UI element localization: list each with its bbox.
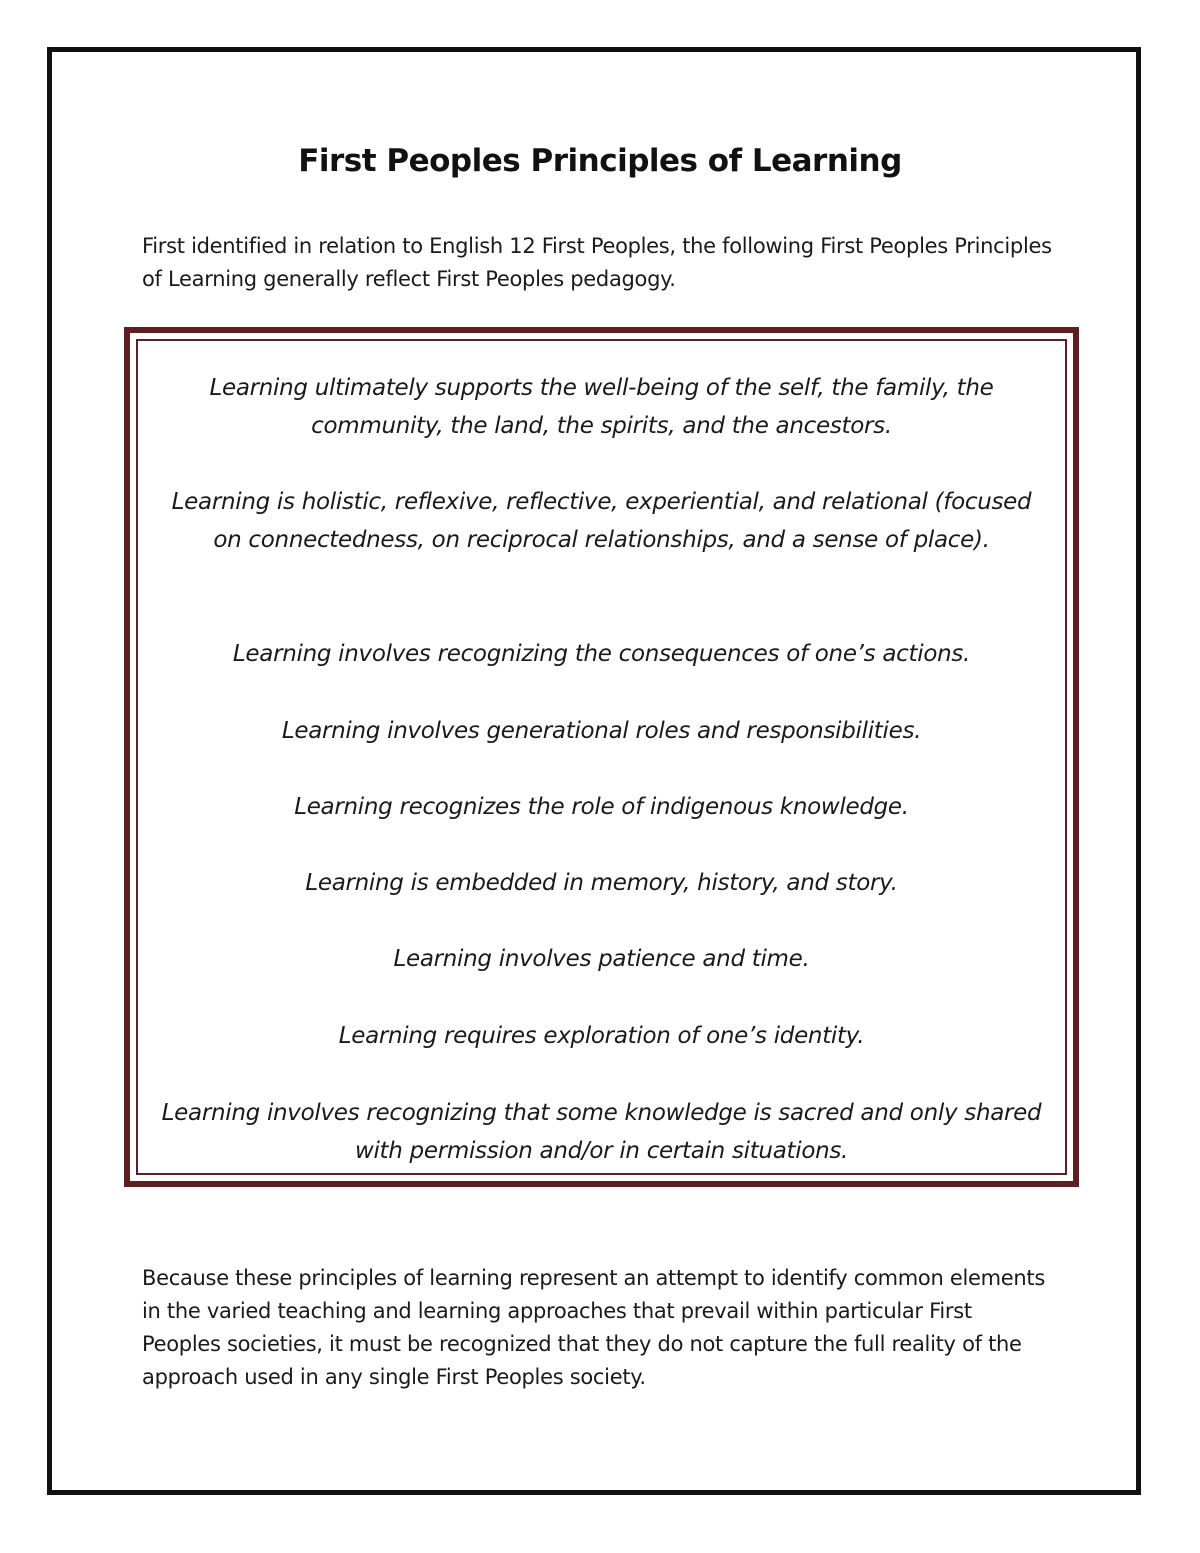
principle-item: Learning requires exploration of one’s identity. — [338, 1023, 865, 1049]
principle-item: Learning involves recognizing that some knowledge is sacred and only shared with permission and/or in certain situations. — [161, 1100, 1042, 1164]
principles-box — [124, 327, 1079, 1187]
principles-inner-border — [136, 339, 1067, 1175]
principle-item: Learning recognizes the role of indigenous knowledge. — [294, 794, 909, 820]
principle-item: Learning is holistic, reflexive, reflective, experiential, and relational (focused on connectedness, on reciprocal relationships, and a sense of place). — [171, 489, 1032, 553]
principle-item: Learning involves patience and time. — [393, 946, 810, 972]
intro-paragraph: First identified in relation to English 12 First Peoples, the following First Peoples Principles of Learning generally reflect First Peoples pedagogy. — [142, 234, 1052, 291]
page-title: First Peoples Principles of Learning — [298, 143, 902, 179]
closing-paragraph: Because these principles of learning represent an attempt to identify common elements in the varied teaching and learning approaches that prevail within particular First Peoples societies, it must be recognized that they do not capture the full reality of the approach used in any single First Peoples society. — [142, 1266, 1045, 1389]
principle-item: Learning is embedded in memory, history, and story. — [305, 870, 898, 896]
principle-item: Learning ultimately supports the well-being of the self, the family, the community, the land, the spirits, and the ancestors. — [209, 375, 994, 439]
principle-item: Learning involves recognizing the consequences of one’s actions. — [232, 641, 971, 667]
principle-item: Learning involves generational roles and responsibilities. — [281, 718, 922, 744]
